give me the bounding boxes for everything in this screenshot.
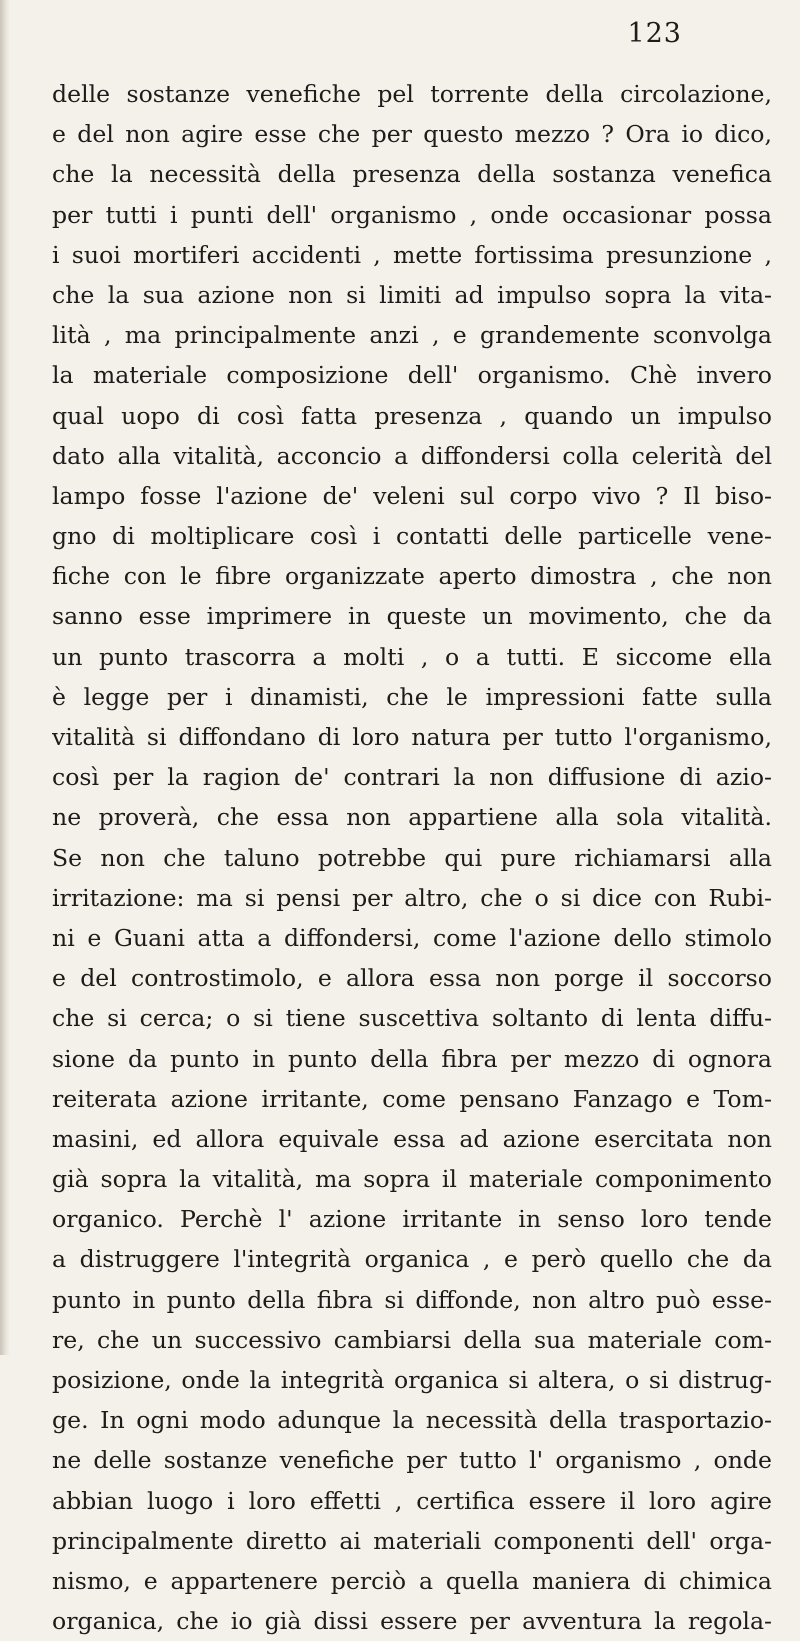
text-line: che la necessità della presenza della sostanza venefica <box>52 160 772 189</box>
body-text <box>52 74 772 1641</box>
text-line: un punto trascorra a molti , o a tutti. E siccome ella <box>52 642 772 671</box>
text-line: e del controstimolo, e allora essa non porge il soccorso <box>52 964 772 993</box>
page-number: 123 <box>627 18 682 49</box>
text-line: delle sostanze venefiche pel torrente della circolazione, <box>52 80 772 108</box>
text-line: ne proverà, che essa non appartiene alla sola vitalità. <box>52 803 772 832</box>
text-line: organica, che io già dissi essere per avventura la regola- <box>52 1607 772 1636</box>
text-line: la materiale composizione dell' organismo. Chè invero <box>52 361 772 390</box>
text-line: irritazione: ma si pensi per altro, che o si dice con Rubi- <box>52 883 772 912</box>
text-line: vitalità si diffondano di loro natura per tutto l'organismo, <box>52 723 772 751</box>
text-line: così per la ragion de' contrari la non diffusione di azio- <box>52 763 772 792</box>
text-line: reiterata azione irritante, come pensano Fanzago e Tom- <box>52 1084 772 1113</box>
text-line: è legge per i dinamisti, che le impressioni fatte sulla <box>52 682 772 711</box>
text-line: ni e Guani atta a diffondersi, come l'azione dello stimolo <box>52 923 772 952</box>
text-line: punto in punto della fibra si diffonde, non altro può esse- <box>52 1285 772 1314</box>
text-line: sanno esse imprimere in queste un movimento, che da <box>52 602 772 631</box>
text-line: Se non che taluno potrebbe qui pure richiamarsi alla <box>52 843 772 872</box>
text-line: sione da punto in punto della fibra per mezzo di ognora <box>52 1044 772 1073</box>
text-line: organico. Perchè l' azione irritante in senso loro tende <box>52 1205 772 1234</box>
text-line: gno di moltiplicare così i contatti delle particelle vene- <box>52 522 772 551</box>
text-line: ne delle sostanze venefiche per tutto l' organismo , onde <box>52 1446 772 1475</box>
text-line: già sopra la vitalità, ma sopra il materiale componimento <box>52 1165 772 1194</box>
text-line: principalmente diretto ai materiali componenti dell' orga- <box>52 1526 772 1555</box>
text-line: posizione, onde la integrità organica si altera, o si distrug- <box>52 1366 772 1394</box>
text-line: che la sua azione non si limiti ad impulso sopra la vita- <box>52 280 772 309</box>
text-line: fiche con le fibre organizzate aperto dimostra , che non <box>52 562 772 591</box>
text-line: i suoi mortiferi accidenti , mette fortissima presunzione , <box>52 240 772 269</box>
text-line: per tutti i punti dell' organismo , onde occasionar possa <box>52 200 772 229</box>
text-line: dato alla vitalità, acconcio a diffondersi colla celerità del <box>52 441 772 470</box>
text-line: lampo fosse l'azione de' veleni sul corpo vivo ? Il biso- <box>52 481 772 510</box>
text-line: che si cerca; o si tiene suscettiva soltanto di lenta diffu- <box>52 1004 772 1033</box>
text-line: qual uopo di così fatta presenza , quando un impulso <box>52 401 772 430</box>
text-line: re, che un successivo cambiarsi della sua materiale com- <box>52 1325 772 1354</box>
page-binding-edge <box>0 0 10 1355</box>
text-line: nismo, e appartenere perciò a quella maniera di chimica <box>52 1566 772 1595</box>
text-line: abbian luogo i loro effetti , certifica essere il loro agire <box>52 1486 772 1515</box>
text-line: masini, ed allora equivale essa ad azione esercitata non <box>52 1124 772 1153</box>
text-line: lità , ma principalmente anzi , e grandemente sconvolga <box>52 321 772 350</box>
text-line: a distruggere l'integrità organica , e però quello che da <box>52 1245 772 1274</box>
text-line: ge. In ogni modo adunque la necessità della trasportazio- <box>52 1406 772 1435</box>
text-line: e del non agire esse che per questo mezzo ? Ora io dico, <box>52 120 772 149</box>
